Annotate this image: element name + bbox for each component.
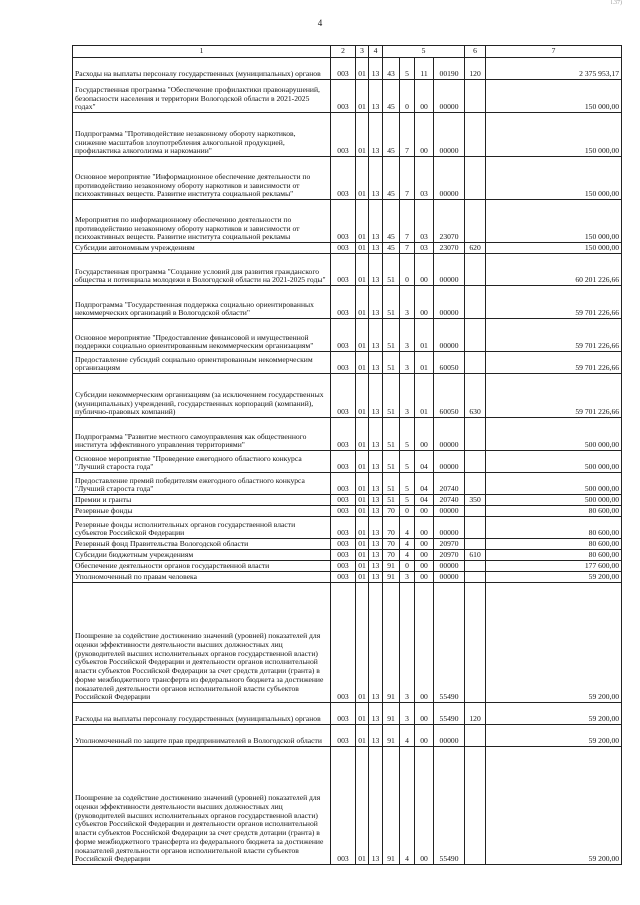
code-subprogram: 3 — [400, 572, 415, 583]
row-name: Уполномоченный по правам человека — [73, 572, 331, 583]
row-name: Государственная программа "Создание условий для развития гражданского общества и потенциала молодежи в Вологодской области на 2021-2025 годы" — [73, 254, 331, 286]
code-direction: 20740 — [434, 495, 465, 506]
code-section: 01 — [356, 550, 369, 561]
code-ministry: 003 — [331, 506, 356, 517]
table-row — [73, 352, 622, 374]
code-subsection: 13 — [369, 725, 383, 747]
code-subprogram: 3 — [400, 319, 415, 352]
code-ministry: 003 — [331, 539, 356, 550]
row-amount: 59 701 226,66 — [486, 286, 622, 319]
code-section: 01 — [356, 539, 369, 550]
row-amount: 500 000,00 — [486, 418, 622, 451]
row-amount: 59 200,00 — [486, 747, 622, 865]
code-subsection: 13 — [369, 506, 383, 517]
row-name: Обеспечение деятельности органов государственной власти — [73, 561, 331, 572]
code-direction: 00000 — [434, 80, 465, 113]
code-program: 91 — [383, 583, 400, 703]
code-direction: 00000 — [434, 157, 465, 200]
code-expense-type: 120 — [465, 703, 486, 725]
table-row — [73, 572, 622, 583]
row-amount: 80 600,00 — [486, 517, 622, 539]
code-activity: 00 — [415, 80, 434, 113]
code-section: 01 — [356, 725, 369, 747]
code-subsection: 13 — [369, 561, 383, 572]
table-row — [73, 451, 622, 473]
code-section: 01 — [356, 473, 369, 495]
code-ministry: 003 — [331, 113, 356, 157]
code-direction: 00190 — [434, 58, 465, 80]
table-row — [73, 243, 622, 254]
table-row — [73, 561, 622, 572]
code-section: 01 — [356, 200, 369, 243]
code-section: 01 — [356, 517, 369, 539]
header-col-3: 3 — [356, 46, 369, 58]
code-activity: 03 — [415, 243, 434, 254]
row-name: Подпрограмма "Противодействие незаконному обороту наркотиков, снижение масштабов злоупотребления алкогольной продукцией, профилактика алкоголизма и наркомании" — [73, 113, 331, 157]
code-subsection: 13 — [369, 572, 383, 583]
code-activity: 01 — [415, 352, 434, 374]
code-subsection: 13 — [369, 703, 383, 725]
code-direction: 00000 — [434, 286, 465, 319]
code-direction: 55490 — [434, 747, 465, 865]
row-amount: 500 000,00 — [486, 473, 622, 495]
code-subsection: 13 — [369, 243, 383, 254]
code-section: 01 — [356, 243, 369, 254]
table-row — [73, 418, 622, 451]
code-subprogram: 4 — [400, 517, 415, 539]
row-name: Предоставление субсидий социально ориентированным некоммерческим организациям — [73, 352, 331, 374]
code-program: 70 — [383, 506, 400, 517]
row-name: Поощрение за содействие достижению значений (уровней) показателей для оценки эффективности деятельности высших должностных лиц (руководителей высших исполнительных органов государственной власти) субъектов Российской Федерации и деятельности органов исполнительной власти субъектов Российской Федерации за счет средств дотации (гранта) в форме межбюджетного трансферта из федерального бюджета за достижение показателей деятельности органов исполнительной власти субъектов Российской Федерации — [73, 747, 331, 865]
code-subsection: 13 — [369, 418, 383, 451]
code-direction: 00000 — [434, 254, 465, 286]
budget-table — [72, 45, 622, 865]
table-row — [73, 550, 622, 561]
code-program: 91 — [383, 703, 400, 725]
row-name: Резервные фонды — [73, 506, 331, 517]
code-subprogram: 5 — [400, 495, 415, 506]
code-subsection: 13 — [369, 374, 383, 418]
code-section: 01 — [356, 703, 369, 725]
row-name: Основное мероприятие "Информационное обеспечение деятельности по противодействию незаконному обороту наркотиков и зависимости от психоактивных веществ. Развитие института социальной рекламы" — [73, 157, 331, 200]
code-subsection: 13 — [369, 254, 383, 286]
table-row — [73, 473, 622, 495]
code-subprogram: 0 — [400, 506, 415, 517]
code-activity: 00 — [415, 418, 434, 451]
row-amount: 500 000,00 — [486, 451, 622, 473]
code-expense-type — [465, 319, 486, 352]
code-expense-type — [465, 506, 486, 517]
table-row — [73, 113, 622, 157]
code-activity: 00 — [415, 254, 434, 286]
page-number: 4 — [317, 18, 323, 28]
row-amount: 59 701 226,66 — [486, 374, 622, 418]
code-subsection: 13 — [369, 517, 383, 539]
code-program: 91 — [383, 747, 400, 865]
row-name: Мероприятия по информационному обеспечению деятельности по противодействию незаконному обороту наркотиков и зависимости от психоактивных веществ. Развитие института социальной рекламы — [73, 200, 331, 243]
code-section: 01 — [356, 352, 369, 374]
code-expense-type: 350 — [465, 495, 486, 506]
code-activity: 04 — [415, 495, 434, 506]
code-program: 45 — [383, 243, 400, 254]
code-program: 70 — [383, 517, 400, 539]
code-activity: 00 — [415, 506, 434, 517]
code-subprogram: 5 — [400, 473, 415, 495]
row-amount: 150 000,00 — [486, 157, 622, 200]
header-col-2: 2 — [331, 46, 356, 58]
row-amount: 150 000,00 — [486, 80, 622, 113]
row-amount: 59 200,00 — [486, 583, 622, 703]
code-direction: 00000 — [434, 725, 465, 747]
code-ministry: 003 — [331, 58, 356, 80]
code-expense-type — [465, 418, 486, 451]
table-row — [73, 725, 622, 747]
row-name: Уполномоченный по защите прав предпринимателей в Вологодской области — [73, 725, 331, 747]
table-row — [73, 517, 622, 539]
code-subprogram: 7 — [400, 157, 415, 200]
table-row — [73, 539, 622, 550]
row-amount: 150 000,00 — [486, 243, 622, 254]
code-expense-type — [465, 725, 486, 747]
table-row — [73, 747, 622, 865]
code-expense-type — [465, 561, 486, 572]
code-activity: 11 — [415, 58, 434, 80]
code-section: 01 — [356, 374, 369, 418]
table-row — [73, 286, 622, 319]
code-subsection: 13 — [369, 495, 383, 506]
row-name: Государственная программа "Обеспечение профилактики правонарушений, безопасности населения и территории Вологодской области в 2021-2025 годах" — [73, 80, 331, 113]
code-program: 91 — [383, 725, 400, 747]
row-name: Премии и гранты — [73, 495, 331, 506]
code-ministry: 003 — [331, 374, 356, 418]
code-expense-type: 630 — [465, 374, 486, 418]
code-subprogram: 7 — [400, 200, 415, 243]
code-activity: 03 — [415, 157, 434, 200]
code-section: 01 — [356, 495, 369, 506]
code-subsection: 13 — [369, 58, 383, 80]
table-row — [73, 58, 622, 80]
code-activity: 00 — [415, 572, 434, 583]
code-direction: 00000 — [434, 561, 465, 572]
code-expense-type: 610 — [465, 550, 486, 561]
code-ministry: 003 — [331, 473, 356, 495]
row-name: Подпрограмма "Государственная поддержка социально ориентированных некоммерческих организаций в Вологодской области" — [73, 286, 331, 319]
code-program: 51 — [383, 352, 400, 374]
code-subprogram: 3 — [400, 583, 415, 703]
code-ministry: 003 — [331, 495, 356, 506]
code-direction: 55490 — [434, 583, 465, 703]
code-activity: 00 — [415, 725, 434, 747]
row-name: Поощрение за содействие достижению значений (уровней) показателей для оценки эффективности деятельности высших должностных лиц (руководителей высших исполнительных органов государственной власти) субъектов Российской Федерации и деятельности органов исполнительной власти субъектов Российской Федерации за счет средств дотации (гранта) в форме межбюджетного трансферта из федерального бюджета за достижение показателей деятельности органов исполнительной власти субъектов Российской Федерации — [73, 583, 331, 703]
code-subprogram: 7 — [400, 243, 415, 254]
row-name: Субсидии некоммерческим организациям (за исключением государственных (муниципальных) учреждений, государственных корпораций (компаний), публично-правовых компаний) — [73, 374, 331, 418]
code-program: 51 — [383, 451, 400, 473]
code-program: 70 — [383, 539, 400, 550]
code-ministry: 003 — [331, 200, 356, 243]
code-subsection: 13 — [369, 747, 383, 865]
code-expense-type — [465, 747, 486, 865]
code-expense-type — [465, 80, 486, 113]
code-program: 45 — [383, 157, 400, 200]
code-subsection: 13 — [369, 113, 383, 157]
code-subprogram: 4 — [400, 747, 415, 865]
code-ministry: 003 — [331, 451, 356, 473]
row-name: Субсидии автономным учреждениям — [73, 243, 331, 254]
header-col-6: 6 — [465, 46, 486, 58]
code-direction: 00000 — [434, 572, 465, 583]
code-expense-type — [465, 583, 486, 703]
code-ministry: 003 — [331, 725, 356, 747]
code-direction: 20970 — [434, 539, 465, 550]
code-section: 01 — [356, 747, 369, 865]
code-ministry: 003 — [331, 747, 356, 865]
row-amount: 59 701 226,66 — [486, 352, 622, 374]
code-expense-type — [465, 352, 486, 374]
code-program: 51 — [383, 286, 400, 319]
code-direction: 60050 — [434, 374, 465, 418]
code-direction: 55490 — [434, 703, 465, 725]
row-amount: 59 200,00 — [486, 703, 622, 725]
row-name: Основное мероприятие "Проведение ежегодного областного конкурса "Лучший староста года" — [73, 451, 331, 473]
code-expense-type: 620 — [465, 243, 486, 254]
row-amount: 500 000,00 — [486, 495, 622, 506]
code-ministry: 003 — [331, 550, 356, 561]
code-program: 91 — [383, 572, 400, 583]
code-ministry: 003 — [331, 561, 356, 572]
code-ministry: 003 — [331, 418, 356, 451]
code-ministry: 003 — [331, 254, 356, 286]
code-ministry: 003 — [331, 319, 356, 352]
row-amount: 150 000,00 — [486, 113, 622, 157]
code-section: 01 — [356, 319, 369, 352]
table-row — [73, 254, 622, 286]
code-program: 51 — [383, 495, 400, 506]
row-name: Расходы на выплаты персоналу государственных (муниципальных) органов — [73, 703, 331, 725]
code-expense-type — [465, 451, 486, 473]
row-amount: 59 200,00 — [486, 725, 622, 747]
code-direction: 20740 — [434, 473, 465, 495]
table-row — [73, 506, 622, 517]
table-row — [73, 495, 622, 506]
code-section: 01 — [356, 286, 369, 319]
code-program: 51 — [383, 418, 400, 451]
code-subprogram: 0 — [400, 254, 415, 286]
code-ministry: 003 — [331, 517, 356, 539]
code-direction: 60050 — [434, 352, 465, 374]
code-expense-type — [465, 539, 486, 550]
code-activity: 00 — [415, 561, 434, 572]
table-row — [73, 200, 622, 243]
table-row — [73, 80, 622, 113]
code-program: 43 — [383, 58, 400, 80]
row-name: Подпрограмма "Развитие местного самоуправления как общественного института эффективного управления территориями" — [73, 418, 331, 451]
code-program: 51 — [383, 473, 400, 495]
code-program: 45 — [383, 113, 400, 157]
code-subprogram: 0 — [400, 561, 415, 572]
code-section: 01 — [356, 80, 369, 113]
code-direction: 00000 — [434, 319, 465, 352]
code-activity: 00 — [415, 703, 434, 725]
code-program: 91 — [383, 561, 400, 572]
code-subsection: 13 — [369, 319, 383, 352]
code-section: 01 — [356, 506, 369, 517]
row-name: Расходы на выплаты персоналу государственных (муниципальных) органов — [73, 58, 331, 80]
code-section: 01 — [356, 157, 369, 200]
code-direction: 23070 — [434, 200, 465, 243]
code-section: 01 — [356, 113, 369, 157]
header-col-4: 4 — [369, 46, 383, 58]
code-subprogram: 7 — [400, 113, 415, 157]
code-subsection: 13 — [369, 352, 383, 374]
code-subprogram: 3 — [400, 703, 415, 725]
code-ministry: 003 — [331, 352, 356, 374]
code-section: 01 — [356, 254, 369, 286]
code-subprogram: 5 — [400, 58, 415, 80]
code-section: 01 — [356, 561, 369, 572]
code-subprogram: 4 — [400, 539, 415, 550]
code-activity: 01 — [415, 374, 434, 418]
row-amount: 2 375 953,17 — [486, 58, 622, 80]
row-amount: 59 701 226,66 — [486, 319, 622, 352]
code-expense-type — [465, 157, 486, 200]
row-amount: 177 600,00 — [486, 561, 622, 572]
code-section: 01 — [356, 418, 369, 451]
code-subsection: 13 — [369, 583, 383, 703]
code-ministry: 003 — [331, 80, 356, 113]
code-section: 01 — [356, 572, 369, 583]
code-program: 51 — [383, 374, 400, 418]
code-subprogram: 5 — [400, 451, 415, 473]
code-activity: 00 — [415, 517, 434, 539]
code-activity: 00 — [415, 539, 434, 550]
code-section: 01 — [356, 451, 369, 473]
code-expense-type: 120 — [465, 58, 486, 80]
table-row — [73, 583, 622, 703]
header-col-5: 5 — [383, 46, 465, 58]
code-subprogram: 4 — [400, 725, 415, 747]
code-subsection: 13 — [369, 451, 383, 473]
row-name: Резервный фонд Правительства Вологодской области — [73, 539, 331, 550]
code-activity: 00 — [415, 286, 434, 319]
code-ministry: 003 — [331, 583, 356, 703]
code-direction: 00000 — [434, 113, 465, 157]
code-expense-type — [465, 517, 486, 539]
code-subprogram: 3 — [400, 352, 415, 374]
code-direction: 00000 — [434, 451, 465, 473]
table-row — [73, 374, 622, 418]
code-activity: 04 — [415, 473, 434, 495]
code-ministry: 003 — [331, 157, 356, 200]
code-subsection: 13 — [369, 200, 383, 243]
row-amount: 80 600,00 — [486, 539, 622, 550]
code-direction: 00000 — [434, 418, 465, 451]
code-section: 01 — [356, 58, 369, 80]
row-name: Резервные фонды исполнительных органов государственной власти субъектов Российской Федерации — [73, 517, 331, 539]
row-name: Основное мероприятие "Предоставление финансовой и имущественной поддержки социально ориентированным некоммерческим организациям" — [73, 319, 331, 352]
code-activity: 01 — [415, 319, 434, 352]
code-subsection: 13 — [369, 286, 383, 319]
code-section: 01 — [356, 583, 369, 703]
code-program: 51 — [383, 319, 400, 352]
code-subsection: 13 — [369, 539, 383, 550]
row-amount: 150 000,00 — [486, 200, 622, 243]
code-ministry: 003 — [331, 572, 356, 583]
code-subprogram: 5 — [400, 418, 415, 451]
code-direction: 00000 — [434, 517, 465, 539]
row-name: Субсидии бюджетным учреждениям — [73, 550, 331, 561]
row-amount: 80 600,00 — [486, 550, 622, 561]
code-direction: 23070 — [434, 243, 465, 254]
code-program: 45 — [383, 80, 400, 113]
code-activity: 00 — [415, 113, 434, 157]
corner-scan-mark: l.37) — [610, 0, 622, 6]
code-subprogram: 0 — [400, 80, 415, 113]
code-activity: 04 — [415, 451, 434, 473]
code-subsection: 13 — [369, 80, 383, 113]
code-subprogram: 4 — [400, 550, 415, 561]
code-subprogram: 3 — [400, 374, 415, 418]
header-col-7: 7 — [486, 46, 622, 58]
row-name: Предоставление премий победителям ежегодного областного конкурса "Лучший староста года" — [73, 473, 331, 495]
table-row — [73, 157, 622, 200]
code-ministry: 003 — [331, 243, 356, 254]
code-subprogram: 3 — [400, 286, 415, 319]
header-col-1: 1 — [73, 46, 331, 58]
code-activity: 00 — [415, 747, 434, 865]
row-amount: 80 600,00 — [486, 506, 622, 517]
code-expense-type — [465, 473, 486, 495]
code-expense-type — [465, 286, 486, 319]
row-amount: 60 201 226,66 — [486, 254, 622, 286]
table-row — [73, 319, 622, 352]
table-row — [73, 703, 622, 725]
code-expense-type — [465, 113, 486, 157]
table-header-row — [73, 46, 622, 58]
code-activity: 00 — [415, 550, 434, 561]
code-direction: 00000 — [434, 506, 465, 517]
code-expense-type — [465, 254, 486, 286]
code-activity: 03 — [415, 200, 434, 243]
code-ministry: 003 — [331, 286, 356, 319]
code-subsection: 13 — [369, 157, 383, 200]
code-ministry: 003 — [331, 703, 356, 725]
code-program: 70 — [383, 550, 400, 561]
code-program: 45 — [383, 200, 400, 243]
row-amount: 59 200,00 — [486, 572, 622, 583]
code-direction: 20970 — [434, 550, 465, 561]
code-expense-type — [465, 200, 486, 243]
code-program: 51 — [383, 254, 400, 286]
code-subsection: 13 — [369, 550, 383, 561]
code-subsection: 13 — [369, 473, 383, 495]
code-activity: 00 — [415, 583, 434, 703]
code-expense-type — [465, 572, 486, 583]
